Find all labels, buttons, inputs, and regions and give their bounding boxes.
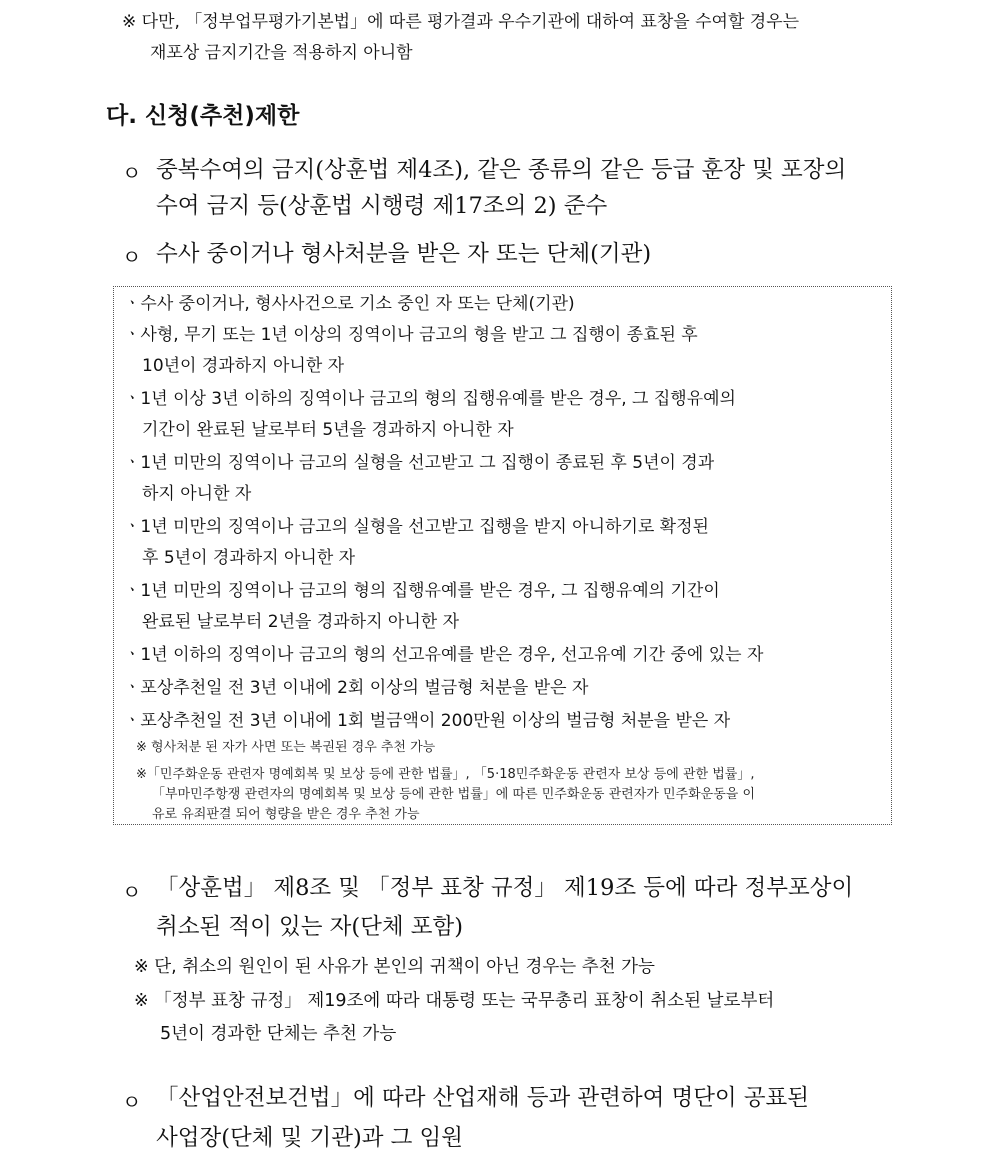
bullet-text-line-2: 사업장(단체 및 기관)과 그 임원: [156, 1125, 463, 1151]
box-item: ㆍ1년 이하의 징역이나 금고의 형의 선고유예를 받은 경우, 선고유예 기간 중에 있는 자: [124, 645, 764, 665]
section-heading: 다. 신청(추천)제한: [106, 103, 300, 129]
revoked-note-1: ※ 단, 취소의 원인이 된 사유가 본인의 귀책이 아닌 경우는 추천 가능: [134, 957, 655, 977]
bullet-text-line-1: 「산업안전보건법」에 따라 산업재해 등과 관련하여 명단이 공표된: [156, 1085, 810, 1111]
box-note: 유로 유죄판결 되어 형량을 받은 경우 추천 가능: [152, 807, 420, 822]
box-item: ㆍ1년 미만의 징역이나 금고의 실형을 선고받고 집행을 받지 아니하기로 확정된: [124, 517, 709, 537]
bullet-text-line-1: 「상훈법」 제8조 및 「정부 표창 규정」 제19조 등에 따라 정부포상이: [156, 875, 854, 901]
box-item: ㆍ1년 미만의 징역이나 금고의 형의 집행유예를 받은 경우, 그 집행유예의 기간이: [124, 581, 720, 601]
box-item: ㆍ포상추천일 전 3년 이내에 1회 벌금액이 200만원 이상의 벌금형 처분을 받은 자: [124, 711, 731, 731]
revoked-note-2-line-1: ※ 「정부 표창 규정」 제19조에 따라 대통령 또는 국무총리 표창이 취소된 날로부터: [134, 991, 775, 1011]
box-note: 「부마민주항쟁 관련자의 명예회복 및 보상 등에 관한 법률」에 따른 민주화운동 관련자가 민주화운동을 이: [152, 787, 756, 802]
bullet-text-line-2: 수여 금지 등(상훈법 시행령 제17조의 2) 준수: [156, 193, 608, 219]
box-item: 10년이 경과하지 아니한 자: [142, 356, 345, 376]
top-note-line-1: ※ 다만, 「정부업무평가기본법」에 따른 평가결과 우수기관에 대하여 표창을 수여할 경우는: [122, 12, 800, 32]
bullet-marker: ㅇ: [122, 161, 142, 185]
box-item: 후 5년이 경과하지 아니한 자: [142, 548, 356, 568]
box-item: 기간이 완료된 날로부터 5년을 경과하지 아니한 자: [142, 420, 514, 440]
bullet-text-line-2: 취소된 적이 있는 자(단체 포함): [156, 914, 463, 940]
bullet-text-line-1: 중복수여의 금지(상훈법 제4조), 같은 종류의 같은 등급 훈장 및 포장의: [156, 157, 847, 183]
revoked-note-2-line-2: 5년이 경과한 단체는 추천 가능: [160, 1024, 397, 1044]
criteria-box: [113, 286, 892, 825]
box-item: ㆍ1년 이상 3년 이하의 징역이나 금고의 형의 집행유예를 받은 경우, 그 집행유예의: [124, 389, 736, 409]
box-item: 완료된 날로부터 2년을 경과하지 아니한 자: [142, 612, 460, 632]
bullet-text: 수사 중이거나 형사처분을 받은 자 또는 단체(기관): [156, 241, 652, 267]
box-note: ※「민주화운동 관련자 명예회복 및 보상 등에 관한 법률」, 「5·18민주화운동 관련자 보상 등에 관한 법률」,: [136, 767, 755, 782]
box-item: ㆍ1년 미만의 징역이나 금고의 실형을 선고받고 그 집행이 종료된 후 5년이 경과: [124, 453, 715, 473]
bullet-marker: ㅇ: [122, 880, 142, 904]
box-note: ※ 형사처분 된 자가 사면 또는 복권된 경우 추천 가능: [136, 740, 436, 755]
bullet-marker: ㅇ: [122, 1090, 142, 1114]
box-item: ㆍ사형, 무기 또는 1년 이상의 징역이나 금고의 형을 받고 그 집행이 종효된 후: [124, 325, 698, 345]
box-item: ㆍ수사 중이거나, 형사사건으로 기소 중인 자 또는 단체(기관): [124, 294, 575, 314]
box-item: ㆍ포상추천일 전 3년 이내에 2회 이상의 벌금형 처분을 받은 자: [124, 678, 589, 698]
box-item: 하지 아니한 자: [142, 484, 252, 504]
bullet-marker: ㅇ: [122, 245, 142, 269]
top-note-line-2: 재포상 금지기간을 적용하지 아니함: [150, 43, 413, 63]
